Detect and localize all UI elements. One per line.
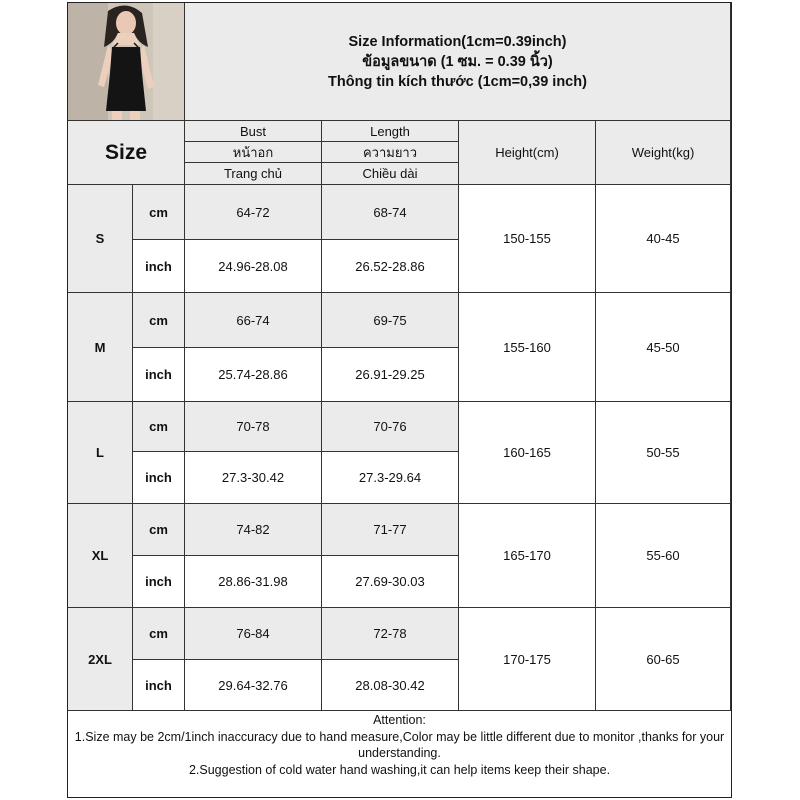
unit-inch: inch	[133, 240, 185, 293]
unit-cm: cm	[133, 185, 185, 240]
length-inch-value: 27.69-30.03	[322, 556, 459, 608]
bust-cm-value: 70-78	[185, 402, 322, 452]
length-inch-value: 28.08-30.42	[322, 660, 459, 711]
size-info-title	[185, 3, 731, 121]
height-value: 155-160	[459, 293, 596, 402]
weight-value: 55-60	[596, 504, 731, 608]
title-english: Size Information(1cm=0.39inch)	[348, 33, 567, 50]
bust-inch-value: 24.96-28.08	[185, 240, 322, 293]
bust-inch-value: 28.86-31.98	[185, 556, 322, 608]
attention-line-1: 1.Size may be 2cm/1inch inaccuracy due to hand measure,Color may be little different due to monitor ,thanks for your understanding.	[74, 729, 725, 760]
bust-inch-value: 27.3-30.42	[185, 452, 322, 504]
attention-line-2: 2.Suggestion of cold water hand washing,it can help items keep their shape.	[188, 762, 611, 777]
size-label: XL	[68, 504, 133, 608]
weight-value: 45-50	[596, 293, 731, 402]
length-header-vi: Chiều dài	[322, 163, 459, 185]
bust-inch-value: 25.74-28.86	[185, 348, 322, 402]
height-value: 160-165	[459, 402, 596, 504]
height-value: 165-170	[459, 504, 596, 608]
title-vietnamese: Thông tin kích thước (1cm=0,39 inch)	[328, 73, 587, 90]
weight-header: Weight(kg)	[596, 121, 731, 185]
size-label: 2XL	[68, 608, 133, 711]
height-value: 170-175	[459, 608, 596, 711]
length-cm-value: 68-74	[322, 185, 459, 240]
height-value: 150-155	[459, 185, 596, 293]
length-inch-value: 26.91-29.25	[322, 348, 459, 402]
weight-value: 60-65	[596, 608, 731, 711]
bust-cm-value: 74-82	[185, 504, 322, 556]
unit-inch: inch	[133, 348, 185, 402]
unit-inch: inch	[133, 660, 185, 711]
size-label: M	[68, 293, 133, 402]
bust-header-th: หน้าอก	[185, 142, 322, 163]
unit-cm: cm	[133, 608, 185, 660]
bust-cm-value: 64-72	[185, 185, 322, 240]
bust-inch-value: 29.64-32.76	[185, 660, 322, 711]
bust-header-en: Bust	[185, 121, 322, 142]
length-cm-value: 69-75	[322, 293, 459, 348]
weight-value: 40-45	[596, 185, 731, 293]
weight-value: 50-55	[596, 402, 731, 504]
unit-cm: cm	[133, 402, 185, 452]
length-header-en: Length	[322, 121, 459, 142]
attention-notes	[68, 711, 731, 797]
product-photo	[68, 3, 185, 121]
length-inch-value: 26.52-28.86	[322, 240, 459, 293]
unit-cm: cm	[133, 293, 185, 348]
length-cm-value: 72-78	[322, 608, 459, 660]
bust-cm-value: 76-84	[185, 608, 322, 660]
unit-inch: inch	[133, 556, 185, 608]
product-photo-illustration	[68, 3, 185, 121]
length-cm-value: 71-77	[322, 504, 459, 556]
title-thai: ข้อมูลขนาด (1 ซม. = 0.39 นิ้ว)	[362, 53, 553, 70]
size-header: Size	[68, 121, 185, 185]
size-label: S	[68, 185, 133, 293]
length-header-th: ความยาว	[322, 142, 459, 163]
length-inch-value: 27.3-29.64	[322, 452, 459, 504]
size-label: L	[68, 402, 133, 504]
unit-cm: cm	[133, 504, 185, 556]
bust-header-vi: Trang chủ	[185, 163, 322, 185]
attention-heading: Attention:	[373, 713, 426, 727]
unit-inch: inch	[133, 452, 185, 504]
length-cm-value: 70-76	[322, 402, 459, 452]
bust-cm-value: 66-74	[185, 293, 322, 348]
height-header: Height(cm)	[459, 121, 596, 185]
